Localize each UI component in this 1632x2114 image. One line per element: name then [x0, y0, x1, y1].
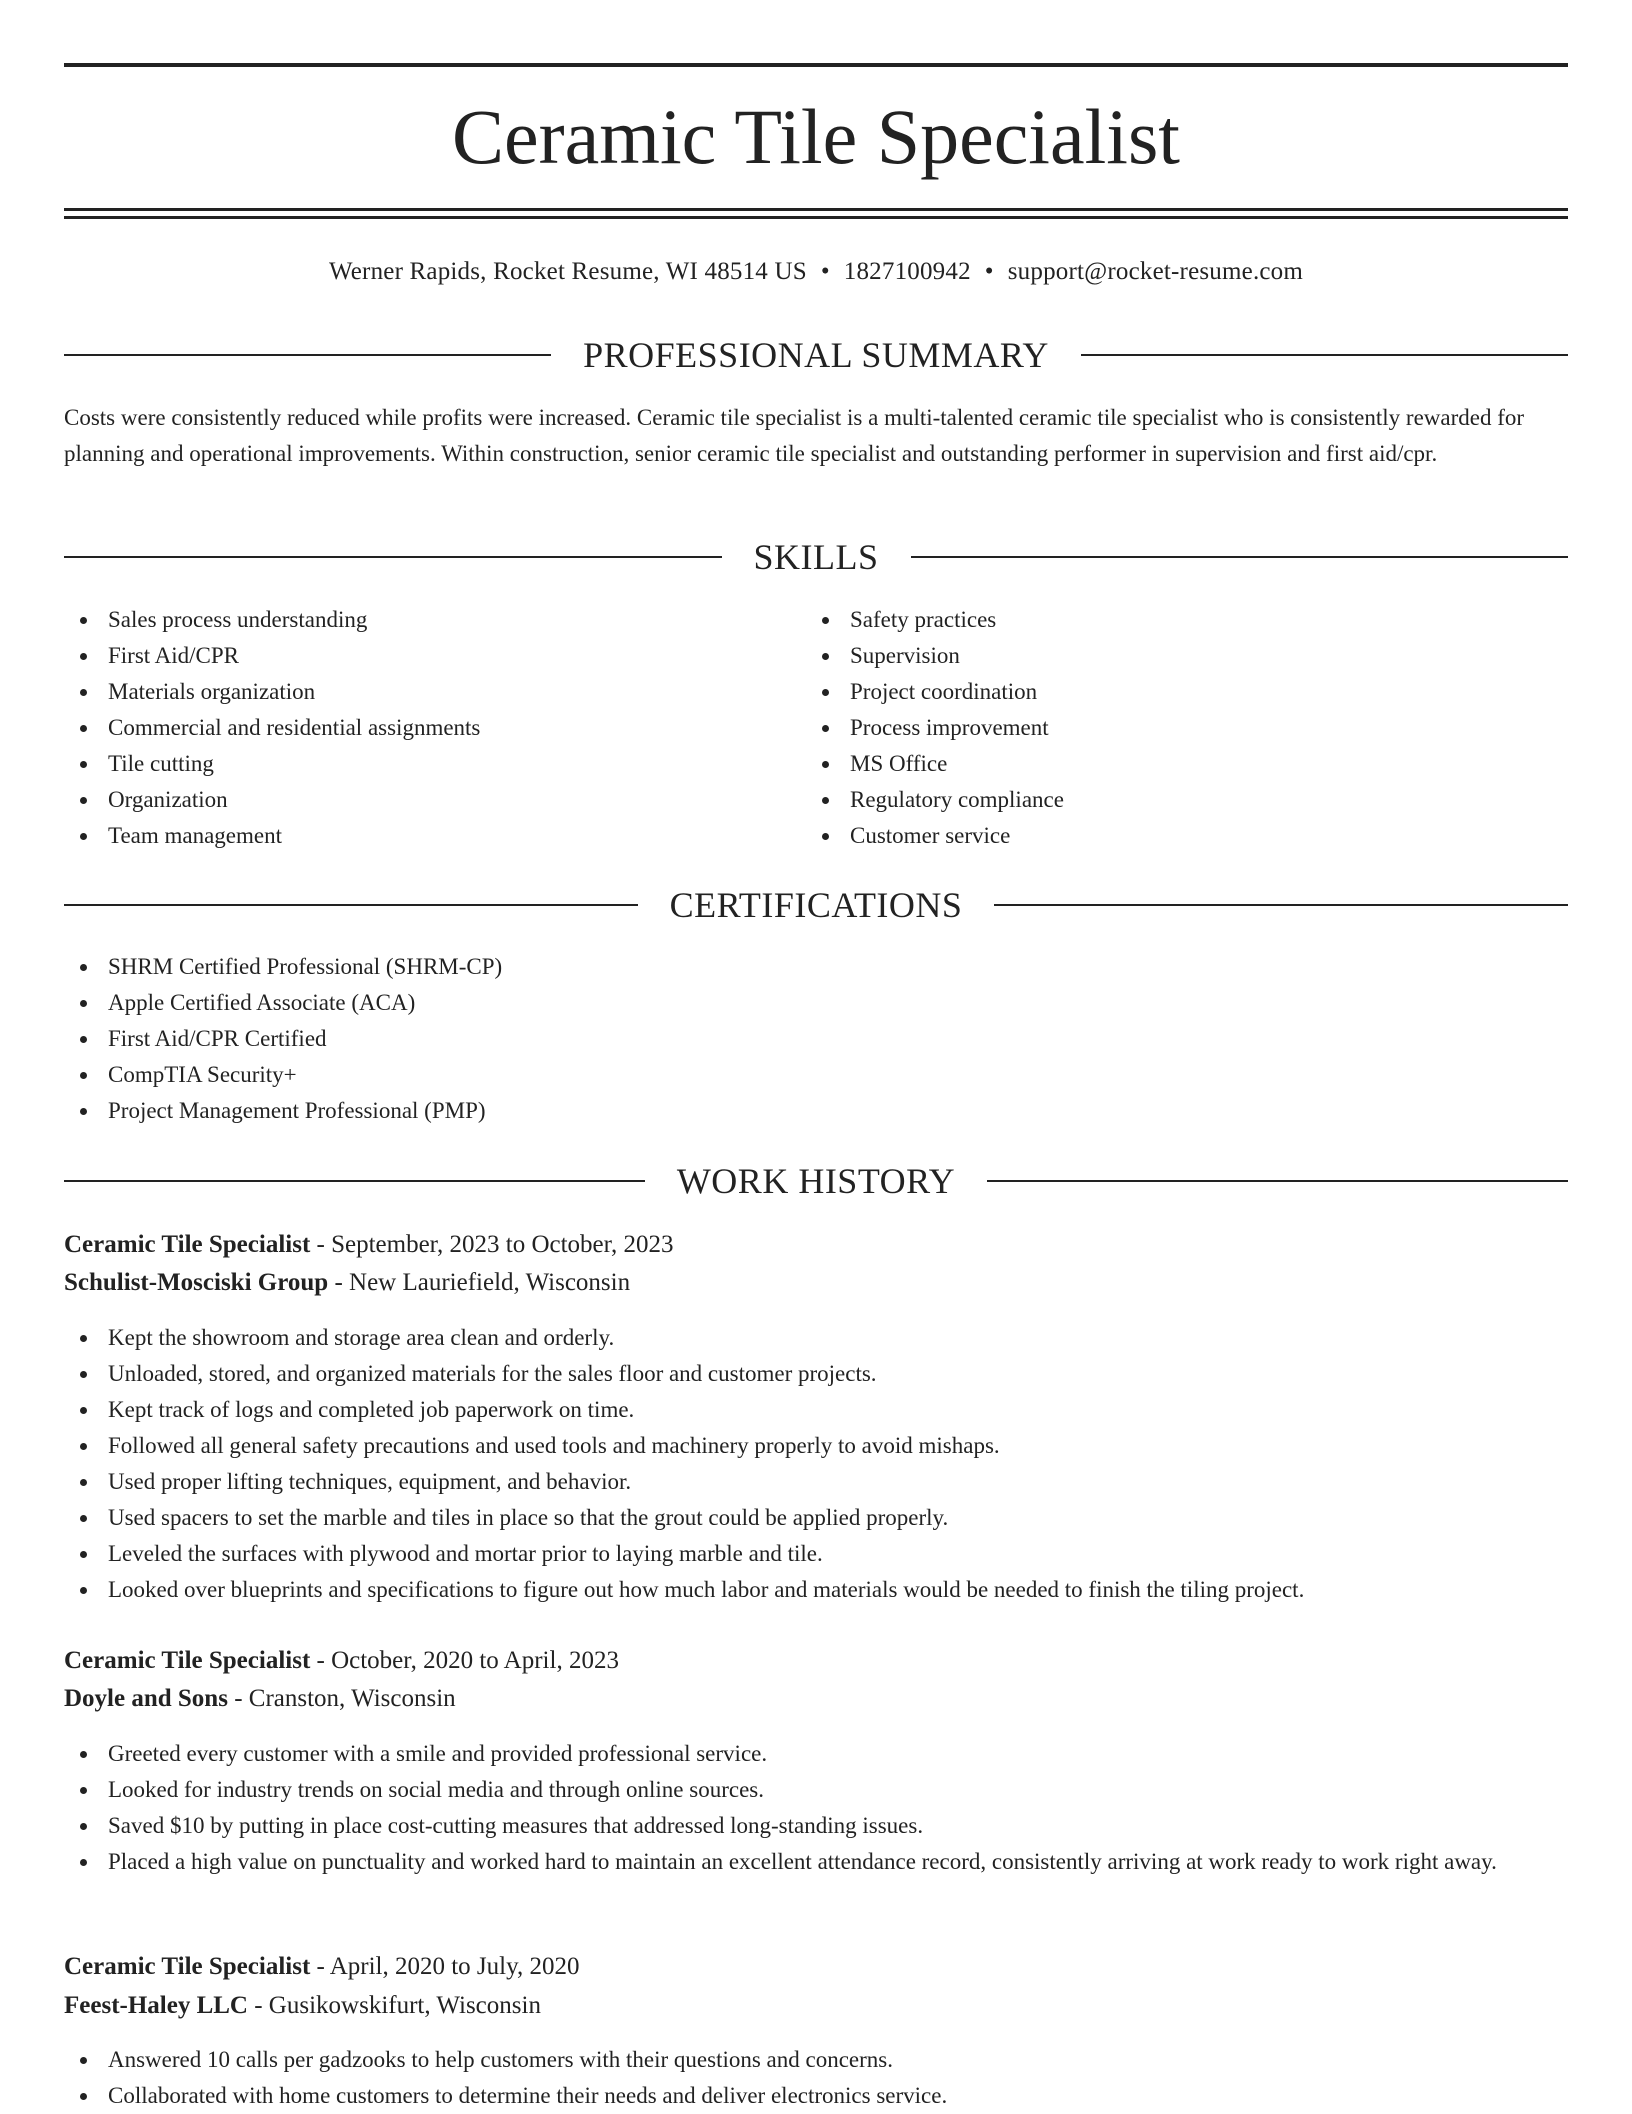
job-bullet: Looked over blueprints and specifications to figure out how much labor and materials would be needed to finish the tiling project.: [64, 1572, 1568, 1608]
section-heading-label: WORK HISTORY: [676, 1161, 956, 1201]
skill-item: MS Office: [806, 746, 1546, 782]
skill-item: Materials organization: [64, 674, 804, 710]
job-bullets: [64, 2042, 1568, 2114]
title-rule-lower: [64, 216, 1568, 219]
section-heading-certifications: [64, 883, 1568, 927]
skill-item: Customer service: [806, 818, 1546, 854]
summary-text: Costs were consistently reduced while profits were increased. Ceramic tile specialist is a multi-talented ceramic tile specialist who is consistently rewarded for planning and operational improvements. Within construction, senior ceramic tile specialist and outstanding performer in supervision and first aid/cpr.: [64, 405, 1525, 466]
certification-item: SHRM Certified Professional (SHRM-CP): [64, 949, 1568, 985]
title-rule-upper: [64, 208, 1568, 211]
job-bullet: Kept track of logs and completed job paperwork on time.: [64, 1392, 1568, 1428]
job-location: - Cranston, Wisconsin: [227, 1685, 456, 1712]
skill-item: Safety practices: [806, 602, 1546, 638]
section-heading-skills: [64, 535, 1568, 579]
contact-line: [64, 255, 1568, 289]
top-rule: [64, 63, 1568, 67]
skills-list-left: [64, 602, 804, 854]
heading-rule-left: [64, 1180, 645, 1182]
job-title-line: [64, 1642, 619, 1680]
job-bullet: Placed a high value on punctuality and worked hard to maintain an excellent attendance record, consistently arriving at work ready to work right away.: [64, 1844, 1568, 1880]
job-bullet: Saved $10 by putting in place cost-cutting measures that addressed long-standing issues.: [64, 1808, 1568, 1844]
certification-item: First Aid/CPR Certified: [64, 1021, 1568, 1057]
job-title-line: [64, 1948, 579, 1986]
contact-email: support@rocket-resume.com: [1007, 258, 1304, 285]
job-company-line: [64, 1680, 456, 1718]
job-company: Feest-Haley LLC: [64, 1992, 248, 2019]
page-title: Ceramic Tile Specialist: [452, 93, 1180, 180]
job-title: Ceramic Tile Specialist: [64, 1231, 311, 1258]
section-heading-label: SKILLS: [753, 537, 879, 577]
section-heading-summary: [64, 333, 1568, 377]
certification-item: Apple Certified Associate (ACA): [64, 985, 1568, 1021]
skill-item: Regulatory compliance: [806, 782, 1546, 818]
job-bullet: Looked for industry trends on social media and through online sources.: [64, 1772, 1568, 1808]
job-company-line: [64, 1987, 541, 2025]
contact-separator: •: [984, 258, 994, 285]
job-bullet: Followed all general safety precautions and used tools and machinery properly to avoid mishaps.: [64, 1428, 1568, 1464]
job-bullets: [64, 1736, 1568, 1880]
job-company: Doyle and Sons: [64, 1685, 228, 1712]
job-dates: - April, 2020 to July, 2020: [310, 1953, 580, 1980]
certifications-list: [64, 949, 1568, 1129]
heading-rule-right: [911, 556, 1569, 558]
job-bullet: Collaborated with home customers to determine their needs and deliver electronics service.: [64, 2078, 1568, 2114]
job-company: Schulist-Mosciski Group: [64, 1269, 329, 1296]
job-bullet: Used proper lifting techniques, equipment, and behavior.: [64, 1464, 1568, 1500]
job-title: Ceramic Tile Specialist: [64, 1953, 311, 1980]
heading-rule-right: [994, 904, 1568, 906]
job-location: - New Lauriefield, Wisconsin: [328, 1269, 631, 1296]
job-bullet: Used spacers to set the marble and tiles in place so that the grout could be applied properly.: [64, 1500, 1568, 1536]
job-location: - Gusikowskifurt, Wisconsin: [247, 1992, 541, 2019]
heading-rule-left: [64, 904, 638, 906]
skill-item: Sales process understanding: [64, 602, 804, 638]
section-heading-work-history: [64, 1159, 1568, 1203]
job-bullet: Leveled the surfaces with plywood and mortar prior to laying marble and tile.: [64, 1536, 1568, 1572]
job-bullets: [64, 1320, 1568, 1608]
skill-item: Tile cutting: [64, 746, 804, 782]
heading-rule-right: [1081, 354, 1568, 356]
contact-address: Werner Rapids, Rocket Resume, WI 48514 US: [328, 258, 807, 285]
job-company-line: [64, 1264, 630, 1302]
job-bullet: Greeted every customer with a smile and provided professional service.: [64, 1736, 1568, 1772]
job-bullet: Kept the showroom and storage area clean and orderly.: [64, 1320, 1568, 1356]
heading-rule-left: [64, 354, 551, 356]
contact-separator: •: [820, 258, 830, 285]
job-title: Ceramic Tile Specialist: [64, 1647, 311, 1674]
section-heading-label: CERTIFICATIONS: [669, 885, 963, 925]
skill-item: Organization: [64, 782, 804, 818]
skill-item: Team management: [64, 818, 804, 854]
heading-rule-left: [64, 556, 722, 558]
contact-phone: 1827100942: [843, 258, 971, 285]
skills-list-right: [806, 602, 1546, 854]
section-heading-label: PROFESSIONAL SUMMARY: [583, 335, 1049, 375]
skill-item: Supervision: [806, 638, 1546, 674]
job-dates: - October, 2020 to April, 2023: [310, 1647, 619, 1674]
job-bullet: Unloaded, stored, and organized materials for the sales floor and customer projects.: [64, 1356, 1568, 1392]
certification-item: Project Management Professional (PMP): [64, 1093, 1568, 1129]
certification-item: CompTIA Security+: [64, 1057, 1568, 1093]
job-bullet: Answered 10 calls per gadzooks to help customers with their questions and concerns.: [64, 2042, 1568, 2078]
skill-item: First Aid/CPR: [64, 638, 804, 674]
heading-rule-right: [987, 1180, 1568, 1182]
skill-item: Commercial and residential assignments: [64, 710, 804, 746]
skill-item: Project coordination: [806, 674, 1546, 710]
job-title-line: [64, 1226, 673, 1264]
skill-item: Process improvement: [806, 710, 1546, 746]
job-dates: - September, 2023 to October, 2023: [310, 1231, 674, 1258]
